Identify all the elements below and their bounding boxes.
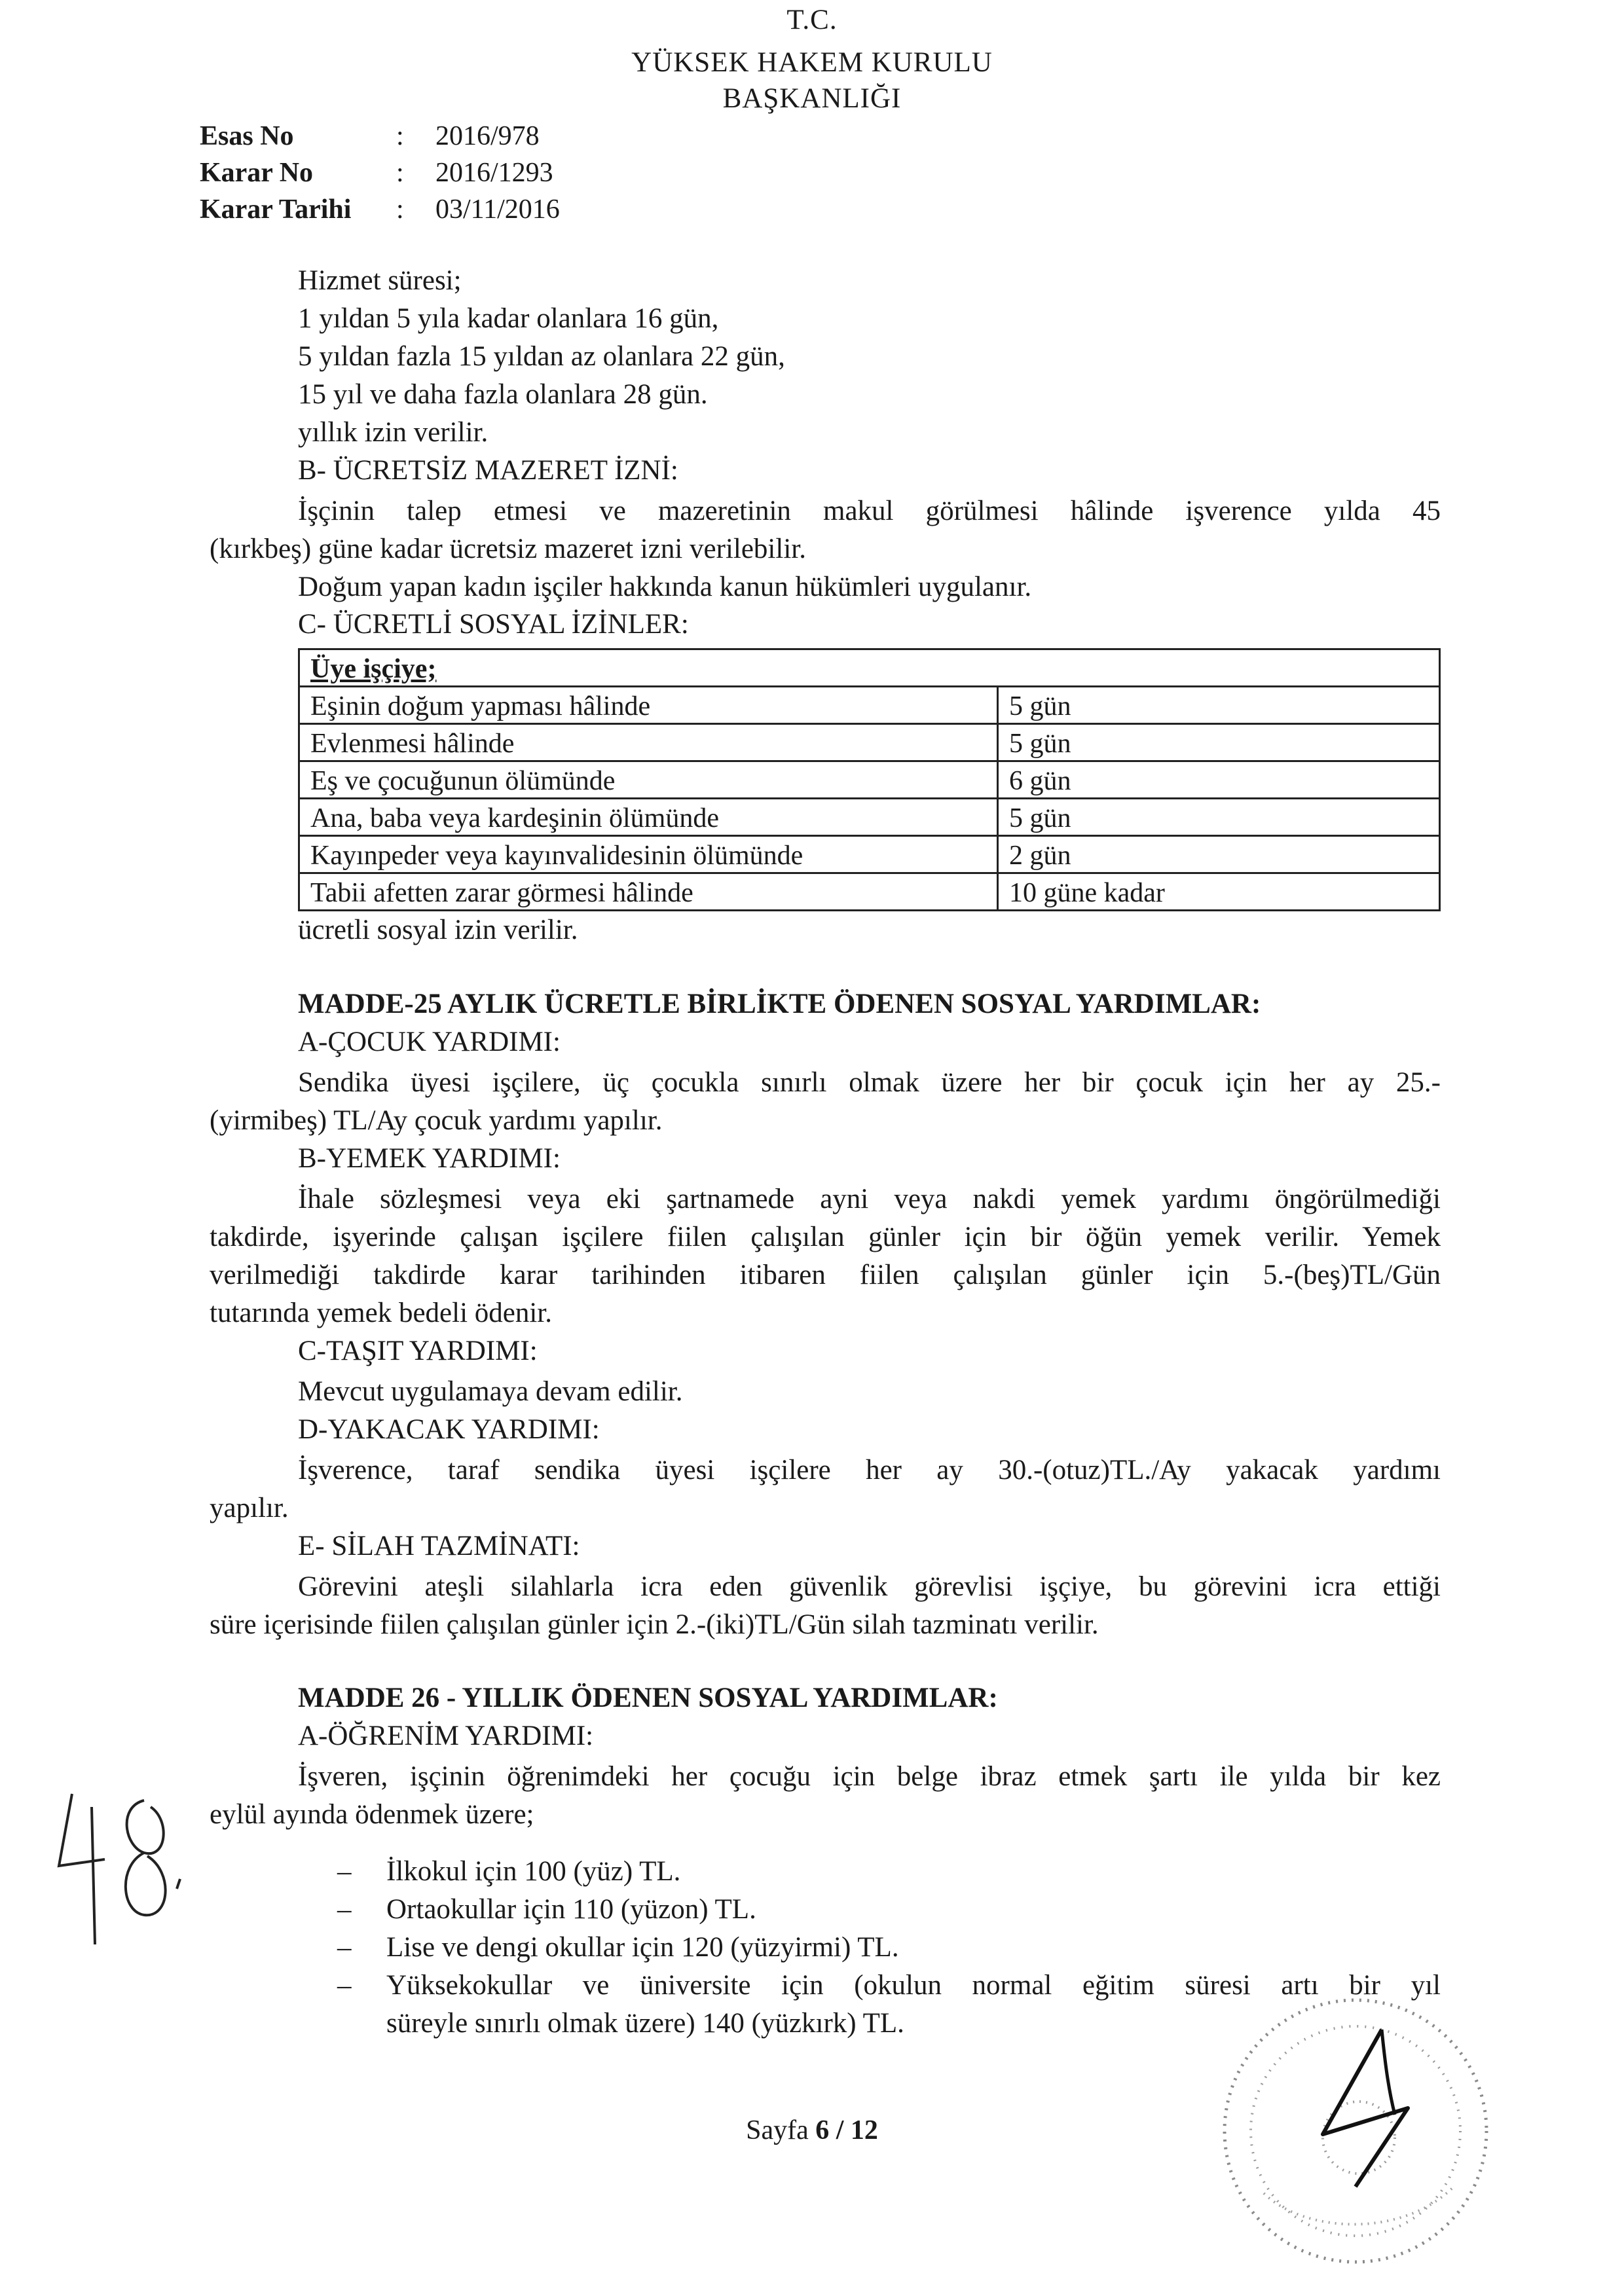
meta-value: 2016/1293 <box>435 158 553 188</box>
table-cell-case: Ana, baba veya kardeşinin ölümünde <box>299 799 998 836</box>
section-b-title: B- ÜCRETSİZ MAZERET İZNİ: <box>298 455 678 486</box>
madde25-e-line: süre içerisinde fiilen çalışılan günler için 2.-(iki)TL/Gün silah tazminatı verilir. <box>210 1609 1099 1640</box>
section-c-footer: ücretli sosyal izin verilir. <box>298 915 578 945</box>
header-presidency: BAŞKANLIĞI <box>722 83 902 114</box>
dash-marker: – <box>337 1970 352 2001</box>
table-cell-days: 5 gün <box>998 687 1440 724</box>
list-item-continuation: süreyle sınırlı olmak üzere) 140 (yüzkırk) TL. <box>386 2008 904 2039</box>
madde25-e-title: E- SİLAH TAZMİNATI: <box>298 1531 580 1561</box>
table-cell-case: Eş ve çocuğunun ölümünde <box>299 761 998 799</box>
dash-marker: – <box>337 1856 352 1887</box>
madde25-title: MADDE-25 AYLIK ÜCRETLE BİRLİKTE ÖDENEN SOSYAL YARDIMLAR: <box>298 989 1261 1019</box>
social-leave-table <box>298 648 1441 911</box>
intro-line: Hizmet süresi; <box>298 265 462 296</box>
madde25-b-line: İhale sözleşmesi veya eki şartnamede ayni veya nakdi yemek yardımı öngörülmediği <box>298 1184 1441 1214</box>
madde25-b-title: B-YEMEK YARDIMI: <box>298 1143 561 1174</box>
handwritten-note-48 <box>46 1781 196 1951</box>
table-header-cell: Üye işçiye; <box>299 649 1440 687</box>
meta-sep: : <box>396 121 404 151</box>
meta-karar-tarihi <box>200 191 560 228</box>
madde25-a-line: (yirmibeş) TL/Ay çocuk yardımı yapılır. <box>210 1105 663 1136</box>
page-number: 6 / 12 <box>815 2115 878 2145</box>
list-item-text: İlkokul için 100 (yüz) TL. <box>386 1856 681 1887</box>
intro-line: 1 yıldan 5 yıla kadar olanlara 16 gün, <box>298 303 719 334</box>
section-b-para2: Doğum yapan kadın işçiler hakkında kanun hükümleri uygulanır. <box>298 572 1032 602</box>
meta-value: 2016/978 <box>435 121 540 151</box>
table-header-row <box>299 649 1440 687</box>
table-row <box>299 799 1440 836</box>
list-item <box>0 1891 1624 1929</box>
meta-label: Esas No <box>200 121 294 151</box>
table-cell-days: 10 güne kadar <box>998 873 1440 911</box>
dash-marker: – <box>337 1894 352 1925</box>
list-item-text: Lise ve dengi okullar için 120 (yüzyirmi) TL. <box>386 1932 899 1963</box>
page-footer <box>0 2115 1624 2146</box>
meta-value: 03/11/2016 <box>435 194 560 225</box>
madde26-title: MADDE 26 - YILLIK ÖDENEN SOSYAL YARDIMLAR: <box>298 1683 998 1713</box>
madde26-a-line: eylül ayında ödenmek üzere; <box>210 1799 534 1830</box>
madde26-a-title: A-ÖĞRENİM YARDIMI: <box>298 1721 594 1751</box>
madde25-a-title: A-ÇOCUK YARDIMI: <box>298 1027 561 1057</box>
table-cell-days: 2 gün <box>998 836 1440 873</box>
meta-esas-no <box>200 118 540 155</box>
madde25-b-line: tutarında yemek bedeli ödenir. <box>210 1298 552 1328</box>
signature <box>1283 2023 1441 2193</box>
intro-line: yıllık izin verilir. <box>298 417 489 448</box>
table-row <box>299 761 1440 799</box>
table-cell-days: 5 gün <box>998 799 1440 836</box>
meta-label: Karar No <box>200 158 314 188</box>
madde25-a-line: Sendika üyesi işçilere, üç çocukla sınırlı olmak üzere her bir çocuk için her ay 25.- <box>298 1067 1441 1098</box>
header-tc: T.C. <box>786 5 838 35</box>
intro-line: 15 yıl ve daha fazla olanlara 28 gün. <box>298 379 708 410</box>
madde26-a-line: İşveren, işçinin öğrenimdeki her çocuğu için belge ibraz etmek şartı ile yılda bir kez <box>298 1761 1441 1792</box>
table-row <box>299 873 1440 911</box>
madde25-d-line: İşverence, taraf sendika üyesi işçilere her ay 30.-(otuz)TL./Ay yakacak yardımı <box>298 1455 1441 1485</box>
madde25-d-line: yapılır. <box>210 1493 289 1523</box>
dash-marker: – <box>337 1932 352 1963</box>
table-cell-case: Eşinin doğum yapması hâlinde <box>299 687 998 724</box>
table-cell-days: 5 gün <box>998 724 1440 761</box>
madde25-c-line: Mevcut uygulamaya devam edilir. <box>298 1376 683 1407</box>
meta-sep: : <box>396 194 404 225</box>
list-item <box>0 1853 1624 1891</box>
table-cell-case: Kayınpeder veya kayınvalidesinin ölümünde <box>299 836 998 873</box>
list-item-text: Yüksekokullar ve üniversite için (okulun normal eğitim süresi artı bir yıl <box>386 1970 1441 2001</box>
intro-line: 5 yıldan fazla 15 yıldan az olanlara 22 gün, <box>298 341 785 372</box>
table-row <box>299 836 1440 873</box>
table-row <box>299 724 1440 761</box>
madde25-d-title: D-YAKACAK YARDIMI: <box>298 1414 600 1445</box>
madde25-e-line: Görevini ateşli silahlarla icra eden güvenlik görevlisi işçiye, bu görevini icra ettiği <box>298 1571 1441 1602</box>
madde25-b-line: takdirde, işyerinde çalışan işçilere fiilen çalışılan günler için bir öğün yemek verilir. Yemek <box>210 1222 1441 1252</box>
meta-sep: : <box>396 158 404 188</box>
header-institution: YÜKSEK HAKEM KURULU <box>631 47 993 78</box>
section-b-para-line: (kırkbeş) güne kadar ücretsiz mazeret izni verilebilir. <box>210 534 806 564</box>
table-cell-case: Evlenmesi hâlinde <box>299 724 998 761</box>
table-cell-days: 6 gün <box>998 761 1440 799</box>
meta-label: Karar Tarihi <box>200 194 352 225</box>
table-cell-case: Tabii afetten zarar görmesi hâlinde <box>299 873 998 911</box>
section-c-title: C- ÜCRETLİ SOSYAL İZİNLER: <box>298 609 689 640</box>
meta-karar-no <box>200 155 553 191</box>
section-b-para-line: İşçinin talep etmesi ve mazeretinin makul görülmesi hâlinde işverence yılda 45 <box>298 496 1441 526</box>
madde25-c-title: C-TAŞIT YARDIMI: <box>298 1336 538 1366</box>
madde25-b-line: verilmediği takdirde karar tarihinden itibaren fiilen çalışılan günler için 5.-(beş)TL/Gün <box>210 1260 1441 1290</box>
list-item <box>0 1929 1624 1967</box>
table-row <box>299 687 1440 724</box>
page-footer-prefix: Sayfa <box>746 2115 816 2145</box>
list-item-text: Ortaokullar için 110 (yüzon) TL. <box>386 1894 756 1925</box>
